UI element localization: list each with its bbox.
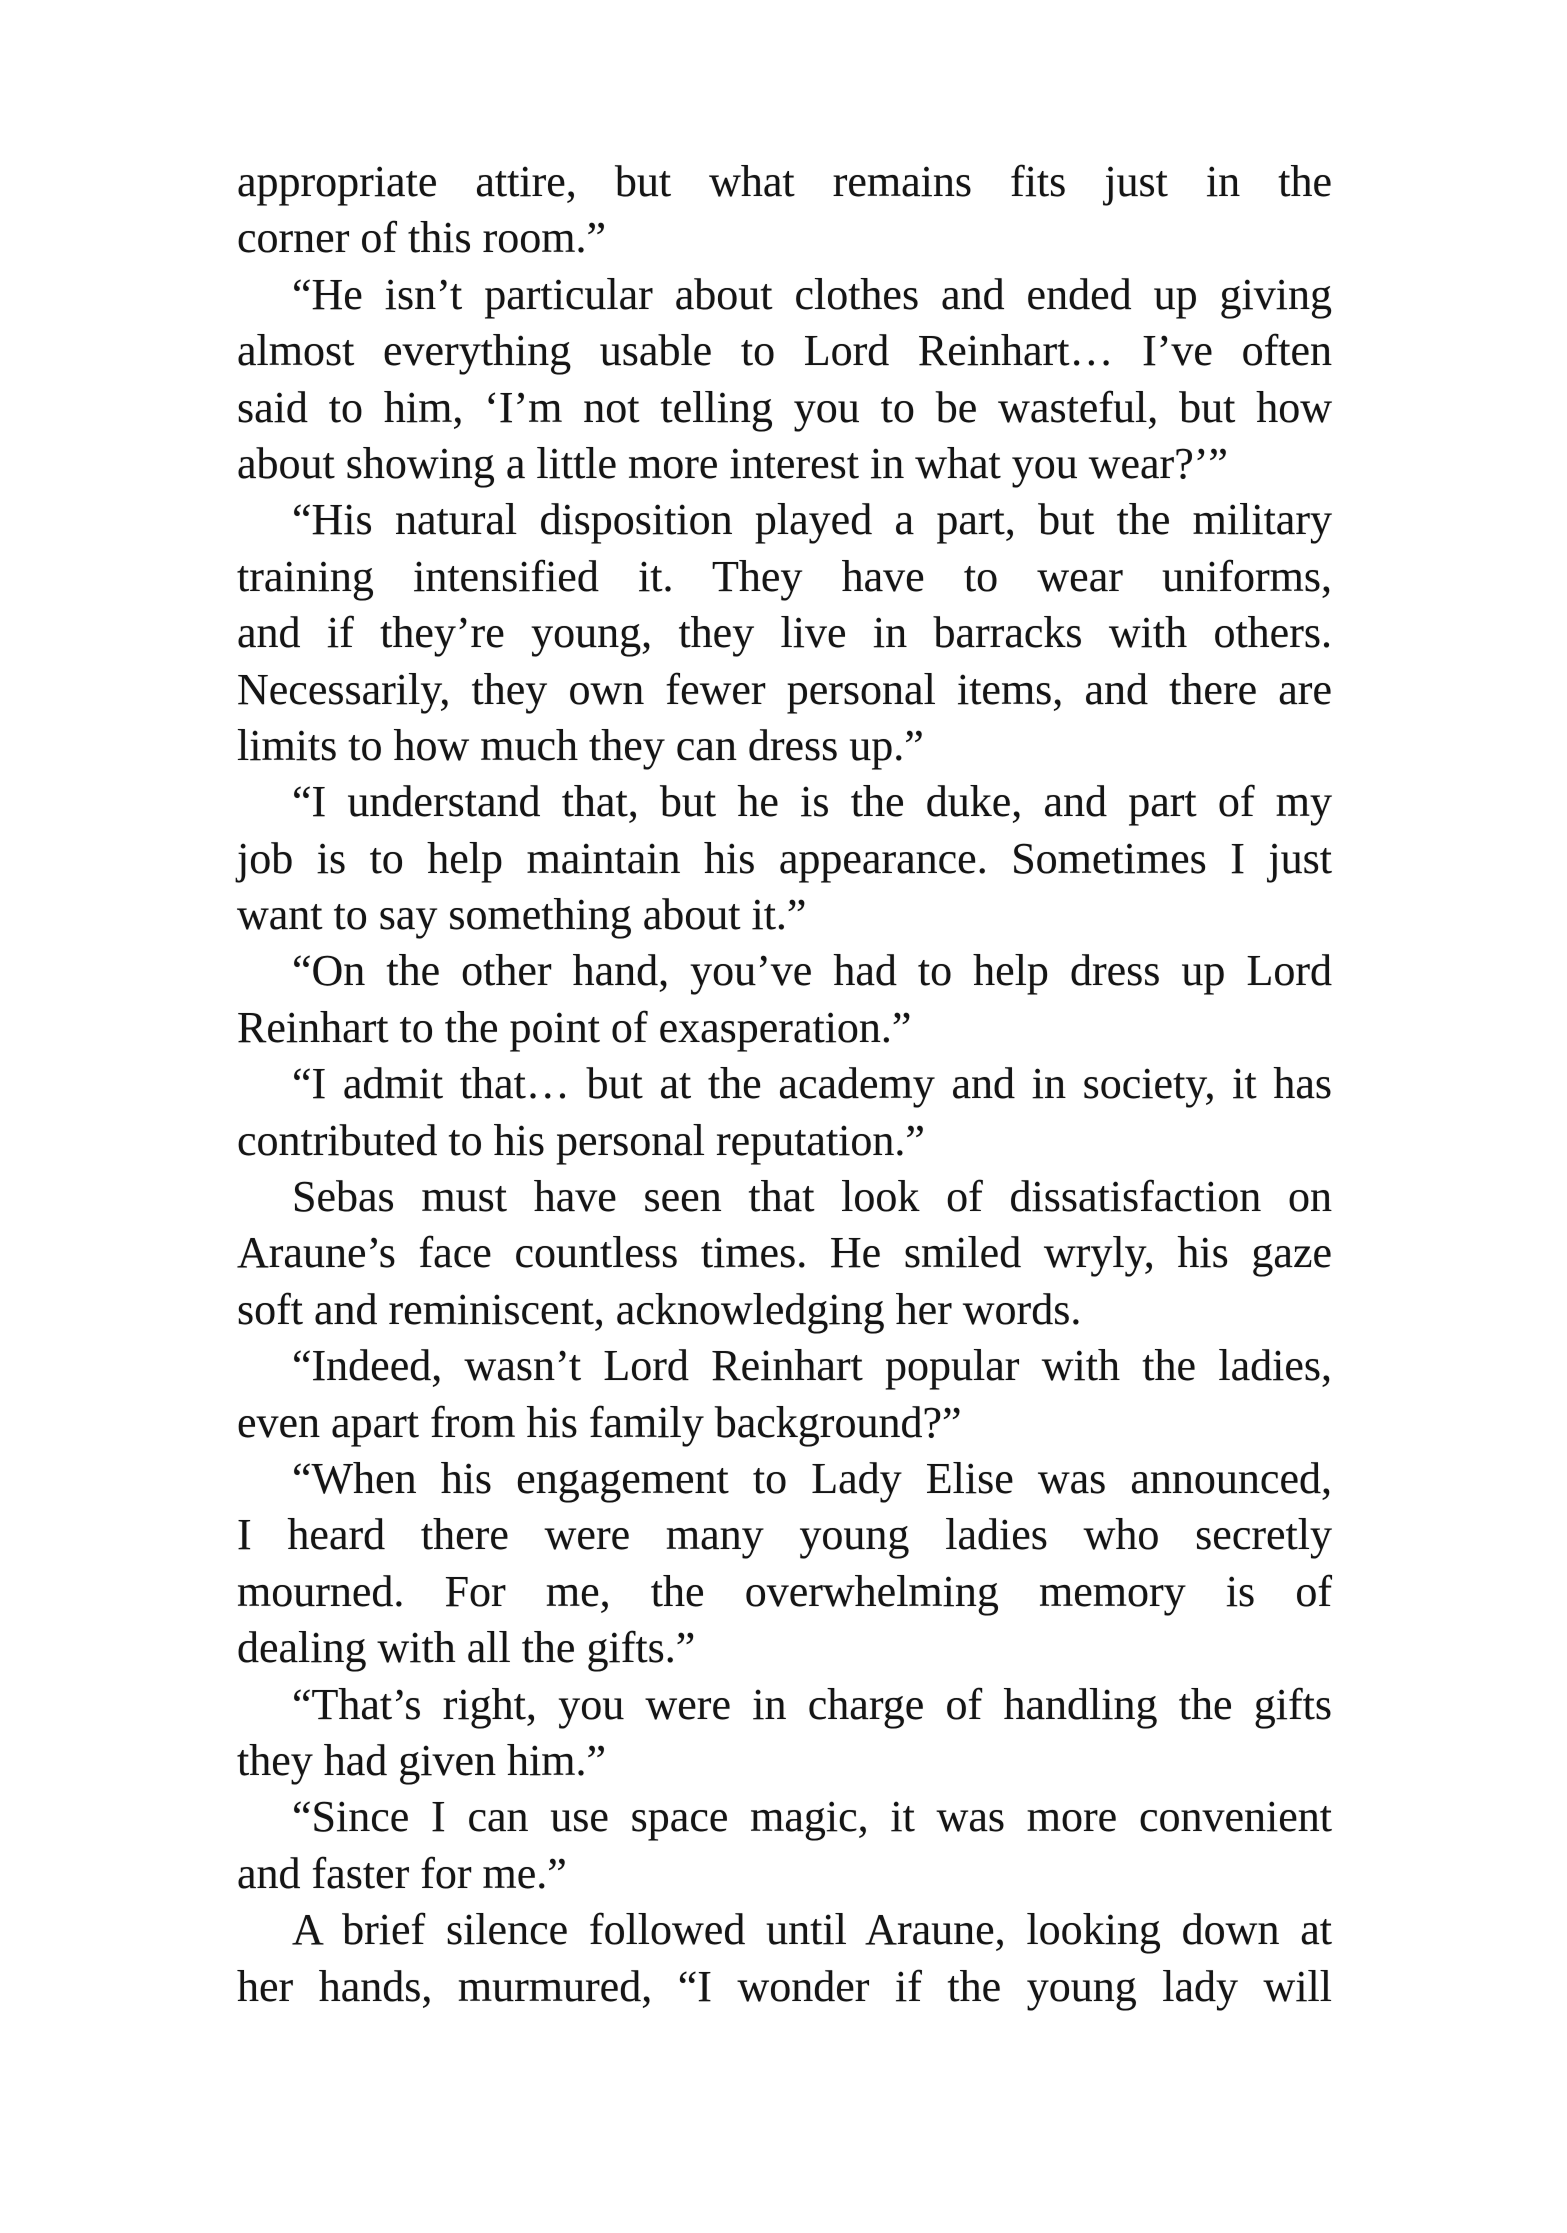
text-line: limits to how much they can dress up.” bbox=[237, 720, 924, 770]
text-line: Necessarily, they own fewer personal items, and there are bbox=[237, 664, 1332, 714]
text-line: mourned. For me, the overwhelming memory is of bbox=[237, 1566, 1332, 1616]
text-line: I heard there were many young ladies who secretly bbox=[237, 1510, 1332, 1560]
text-line: even apart from his family background?” bbox=[237, 1397, 962, 1447]
text-line: corner of this room.” bbox=[237, 213, 606, 263]
text-line: “Since I can use space magic, it was more convenient bbox=[292, 1792, 1332, 1842]
text-line: Sebas must have seen that look of dissatisfaction on bbox=[292, 1172, 1332, 1222]
text-line: “He isn’t particular about clothes and ended up giving bbox=[292, 269, 1332, 319]
paragraph bbox=[237, 1677, 1332, 1790]
text-line: want to say something about it.” bbox=[237, 890, 807, 940]
paragraph bbox=[237, 492, 1332, 774]
text-line: and if they’re young, they live in barracks with others. bbox=[237, 608, 1332, 658]
paragraph bbox=[237, 1902, 1332, 2015]
text-line: “Indeed, wasn’t Lord Reinhart popular with the ladies, bbox=[292, 1341, 1332, 1391]
text-line: “On the other hand, you’ve had to help dress up Lord bbox=[292, 946, 1332, 996]
text-line: “His natural disposition played a part, but the military bbox=[292, 495, 1332, 545]
text-line: her hands, murmured, “I wonder if the young lady will bbox=[237, 1961, 1332, 2011]
text-line: dealing with all the gifts.” bbox=[237, 1623, 696, 1673]
text-line: training intensified it. They have to wear uniforms, bbox=[237, 551, 1332, 601]
paragraph bbox=[237, 1056, 1332, 1169]
text-line: Reinhart to the point of exasperation.” bbox=[237, 1002, 912, 1052]
text-line: A brief silence followed until Araune, looking down at bbox=[292, 1905, 1332, 1955]
text-line: contributed to his personal reputation.” bbox=[237, 1115, 925, 1165]
paragraph bbox=[237, 1451, 1332, 1677]
text-line: “When his engagement to Lady Elise was announced, bbox=[292, 1453, 1332, 1503]
text-line: about showing a little more interest in what you wear?’” bbox=[237, 438, 1228, 488]
text-line: and faster for me.” bbox=[237, 1848, 567, 1898]
paragraph bbox=[237, 267, 1332, 493]
text-line: soft and reminiscent, acknowledging her words. bbox=[237, 1284, 1082, 1334]
paragraph bbox=[237, 154, 1332, 267]
text-line: almost everything usable to Lord Reinhart… I’ve often bbox=[237, 326, 1332, 376]
text-line: appropriate attire, but what remains fits just in the bbox=[237, 157, 1332, 206]
paragraph bbox=[237, 943, 1332, 1056]
page-text bbox=[237, 154, 1332, 2015]
text-line: said to him, ‘I’m not telling you to be wasteful, but how bbox=[237, 382, 1332, 432]
text-line: “That’s right, you were in charge of handling the gifts bbox=[292, 1679, 1332, 1729]
paragraph bbox=[237, 774, 1332, 943]
paragraph bbox=[237, 1338, 1332, 1451]
paragraph bbox=[237, 1169, 1332, 1338]
text-line: “I understand that, but he is the duke, and part of my bbox=[292, 777, 1332, 827]
text-line: they had given him.” bbox=[237, 1735, 607, 1785]
text-line: Araune’s face countless times. He smiled wryly, his gaze bbox=[237, 1228, 1332, 1278]
text-line: “I admit that… but at the academy and in society, it has bbox=[292, 1059, 1332, 1109]
paragraph bbox=[237, 1789, 1332, 1902]
text-line: job is to help maintain his appearance. Sometimes I just bbox=[237, 833, 1332, 883]
